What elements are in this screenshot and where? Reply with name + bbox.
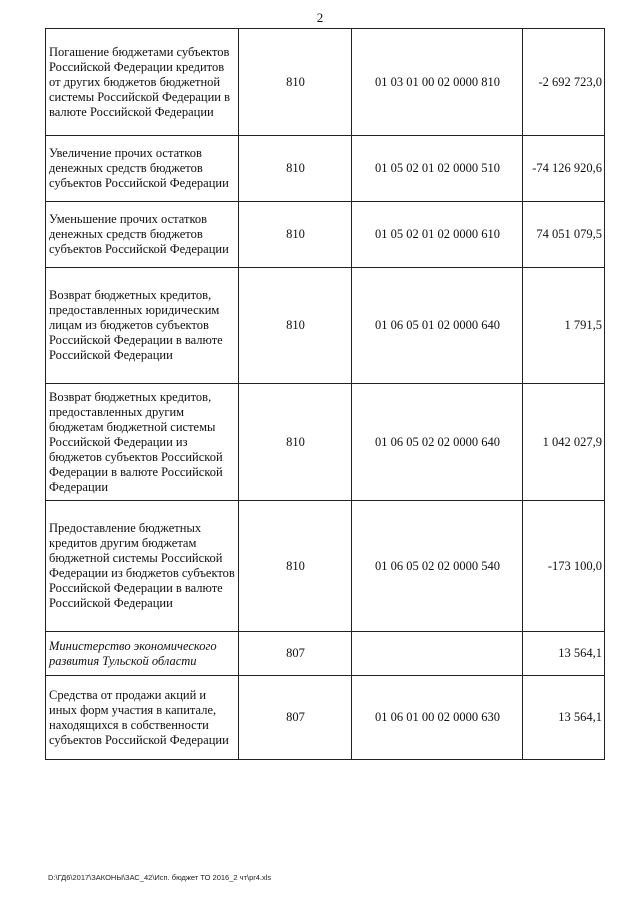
row-admin-code-cell: 810 bbox=[239, 136, 352, 202]
table-row bbox=[46, 202, 605, 268]
table-row bbox=[46, 29, 605, 136]
table-row bbox=[46, 632, 605, 676]
row-admin-code-cell: 807 bbox=[239, 632, 352, 676]
row-admin-code-cell: 810 bbox=[239, 268, 352, 384]
row-name-cell: Возврат бюджетных кредитов, предоставленных юридическим лицам из бюджетов субъектов Российской Федерации в валюте Российской Федерации bbox=[46, 268, 239, 384]
row-classification-code-cell: 01 06 05 01 02 0000 640 bbox=[352, 268, 523, 384]
row-classification-code-cell: 01 03 01 00 02 0000 810 bbox=[352, 29, 523, 136]
row-name-cell: Возврат бюджетных кредитов, предоставленных другим бюджетам бюджетной системы Российской Федерации из бюджетов субъектов Российской Федерации в валюте Российской Федерации bbox=[46, 384, 239, 501]
row-name-cell: Увеличение прочих остатков денежных средств бюджетов субъектов Российской Федерации bbox=[46, 136, 239, 202]
row-admin-code-cell: 810 bbox=[239, 384, 352, 501]
row-admin-code-cell: 807 bbox=[239, 676, 352, 760]
row-amount-cell: 1 042 027,9 bbox=[523, 384, 605, 501]
row-classification-code-cell: 01 06 05 02 02 0000 640 bbox=[352, 384, 523, 501]
table-row bbox=[46, 501, 605, 632]
table-row bbox=[46, 384, 605, 501]
row-amount-cell: 1 791,5 bbox=[523, 268, 605, 384]
table-row bbox=[46, 676, 605, 760]
row-classification-code-cell: 01 05 02 01 02 0000 510 bbox=[352, 136, 523, 202]
row-classification-code-cell: 01 05 02 01 02 0000 610 bbox=[352, 202, 523, 268]
table-row bbox=[46, 136, 605, 202]
row-amount-cell: 13 564,1 bbox=[523, 676, 605, 760]
row-name-cell: Средства от продажи акций и иных форм участия в капитале, находящихся в собственности субъектов Российской Федерации bbox=[46, 676, 239, 760]
row-amount-cell: -2 692 723,0 bbox=[523, 29, 605, 136]
page-number: 2 bbox=[316, 10, 324, 25]
row-admin-code-cell: 810 bbox=[239, 29, 352, 136]
row-classification-code-cell bbox=[352, 632, 523, 676]
row-name-cell: Предоставление бюджетных кредитов другим бюджетам бюджетной системы Российской Федерации из бюджетов субъектов Российской Федерации в валюте Российской Федерации bbox=[46, 501, 239, 632]
row-name-cell: Уменьшение прочих остатков денежных средств бюджетов субъектов Российской Федерации bbox=[46, 202, 239, 268]
row-name-cell: Погашение бюджетами субъектов Российской Федерации кредитов от других бюджетов бюджетной системы Российской Федерации в валюте Российской Федерации bbox=[46, 29, 239, 136]
row-amount-cell: -74 126 920,6 bbox=[523, 136, 605, 202]
budget-sources-table bbox=[45, 28, 605, 760]
row-admin-code-cell: 810 bbox=[239, 202, 352, 268]
row-amount-cell: 74 051 079,5 bbox=[523, 202, 605, 268]
row-amount-cell: -173 100,0 bbox=[523, 501, 605, 632]
row-classification-code-cell: 01 06 01 00 02 0000 630 bbox=[352, 676, 523, 760]
row-amount-cell: 13 564,1 bbox=[523, 632, 605, 676]
row-admin-code-cell: 810 bbox=[239, 501, 352, 632]
row-classification-code-cell: 01 06 05 02 02 0000 540 bbox=[352, 501, 523, 632]
table-row bbox=[46, 268, 605, 384]
row-name-cell: Министерство экономического развития Тульской области bbox=[46, 632, 239, 676]
file-path-footer: D:\ГД6\2017\ЗАКОНЫ\ЗАС_42\Исп. бюджет ТО 2016_2 чт\pr4.xls bbox=[48, 873, 272, 882]
